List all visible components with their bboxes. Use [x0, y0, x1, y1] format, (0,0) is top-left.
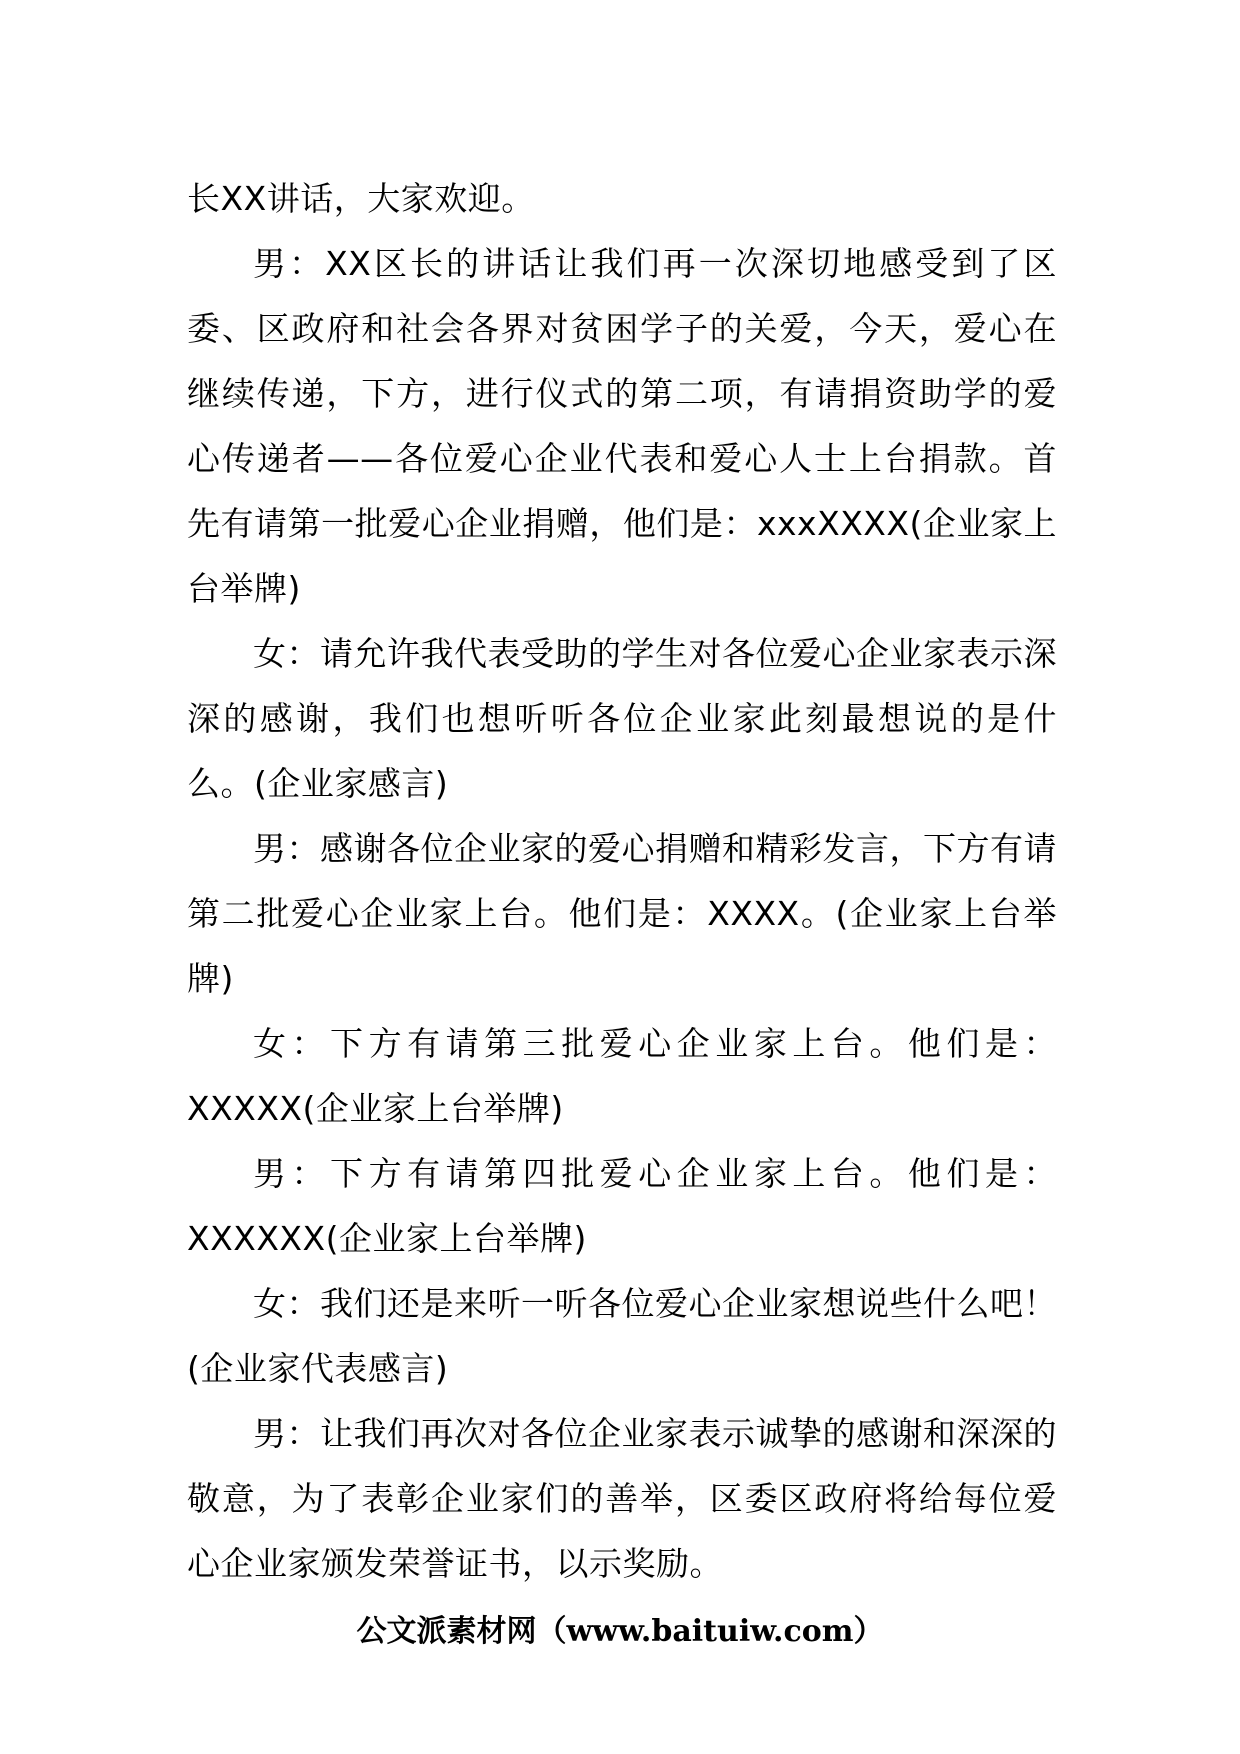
paragraph-2: 男：XX区长的讲话让我们再一次深切地感受到了区委、区政府和社会各界对贫困学子的关爱，今天，爱心在继续传递，下方，进行仪式的第二项，有请捐资助学的爱心传递者——各位爱心企业代表和爱心人士上台捐款。首先有请第一批爱心企业捐赠，他们是：xxxXXXX(企业家上台举牌) [187, 244, 1057, 608]
paragraph-6: 男：下方有请第四批爱心企业家上台。他们是：XXXXXX(企业家上台举牌) [187, 1154, 1057, 1258]
paragraph-3: 女：请允许我代表受助的学生对各位爱心企业家表示深深的感谢，我们也想听听各位企业家此刻最想说的是什么。(企业家感言) [187, 634, 1057, 803]
paragraph-8: 男：让我们再次对各位企业家表示诚挚的感谢和深深的敬意，为了表彰企业家们的善举，区委区政府将给每位爱心企业家颁发荣誉证书，以示奖励。 [187, 1414, 1057, 1583]
paragraph-4: 男：感谢各位企业家的爱心捐赠和精彩发言，下方有请第二批爱心企业家上台。他们是：XXXX。(企业家上台举牌) [187, 829, 1057, 998]
paragraph-7: 女：我们还是来听一听各位爱心企业家想说些什么吧！(企业家代表感言) [187, 1284, 1057, 1388]
document-body [187, 166, 1057, 1596]
paragraph-5: 女：下方有请第三批爱心企业家上台。他们是：XXXXX(企业家上台举牌) [187, 1024, 1057, 1128]
page-footer: 公文派素材网（www.baituiw.com） [356, 1614, 884, 1649]
paragraph-1: 长XX讲话，大家欢迎。 [187, 179, 535, 218]
